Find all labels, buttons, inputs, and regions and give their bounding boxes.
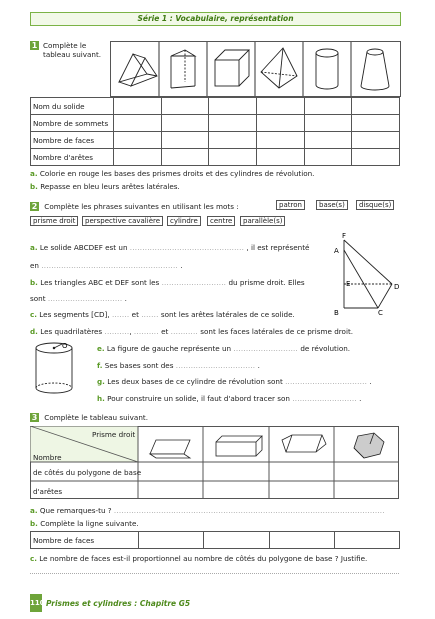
corner-nombre: Nombre (33, 453, 62, 462)
word-box: patron (276, 200, 305, 210)
label-f: f. (97, 361, 103, 370)
ex1-instruction: Complète le tableau suivant. (43, 41, 102, 59)
cube-icon (215, 50, 249, 86)
ex2-a-text3: en (30, 261, 39, 270)
ex3-table-grid (30, 426, 399, 499)
answer-cell[interactable] (256, 132, 304, 149)
answer-cell[interactable] (209, 115, 257, 132)
ex2-g: g. Les deux bases de ce cylindre de révolution sont ................................. . (97, 377, 372, 386)
ex3-a (30, 506, 385, 515)
pentagonal-prism-icon (282, 435, 326, 452)
faces-table (30, 531, 400, 549)
answer-cell[interactable] (269, 532, 334, 549)
rectangular-prism-icon (216, 436, 262, 456)
ex1-b-text: Repasse en bleu leurs arêtes latérales. (40, 182, 180, 191)
page-number: 110 (30, 594, 42, 612)
ex2-e-text1: La figure de gauche représente un (106, 344, 232, 353)
hexagonal-prism-icon (354, 433, 384, 458)
label-b: b. (30, 519, 38, 528)
point-E: E (346, 280, 351, 288)
word-box: parallèle(s) (240, 216, 285, 226)
ex2-d (30, 327, 353, 336)
ex1-number: 1 (31, 41, 38, 50)
label-g: g. (97, 377, 105, 386)
blank[interactable]: .......................... (161, 278, 227, 287)
answer-cell[interactable] (161, 132, 209, 149)
table-row (31, 532, 400, 549)
blank[interactable]: ....... (141, 310, 159, 319)
frustum-icon (361, 49, 389, 90)
word-box: centre (207, 216, 235, 226)
ex2-e-text2: de révolution. (300, 344, 351, 353)
blank[interactable]: .......... (104, 327, 130, 336)
answer-cell[interactable] (304, 98, 352, 115)
label-d: d. (30, 327, 38, 336)
ex2-b-text3: sont (30, 294, 46, 303)
word-box: cylindre (167, 216, 201, 226)
answer-cell[interactable] (209, 149, 257, 166)
answer-cell[interactable] (256, 115, 304, 132)
ex1-a-text: Colorie en rouge les bases des prismes droits et des cylindres de révolution. (39, 169, 315, 178)
blank[interactable]: ....................................................... (41, 261, 178, 270)
label-a: a. (30, 243, 38, 252)
point-D: D (394, 283, 400, 291)
ex2-a-line1 (30, 243, 309, 252)
answer-cell[interactable] (114, 132, 162, 149)
ex2-b-text1: Les triangles ABC et DEF sont les (40, 278, 160, 287)
prism-abcdef-figure (320, 232, 402, 318)
ex2-a-text1: Le solide ABCDEF est un (39, 243, 128, 252)
word-box: base(s) (316, 200, 348, 210)
ex2-g-text1: Les deux bases de ce cylindre de révolution sont (107, 377, 283, 386)
ex2-heading (30, 202, 239, 211)
label-a: a. (30, 506, 38, 515)
blank[interactable]: ................................ (175, 361, 256, 370)
ex2-b-line2: sont .............................. . (30, 294, 127, 303)
cylinder-icon (316, 49, 338, 89)
answer-cell[interactable] (161, 98, 209, 115)
answer-cell[interactable] (304, 149, 352, 166)
ex2-e (97, 344, 350, 353)
label-b: b. (30, 182, 38, 191)
ex3-c-text: Le nombre de faces est-il proportionnel au nombre de côtés du polygone de base ? Justifie. (39, 554, 368, 563)
answer-cell[interactable] (352, 115, 400, 132)
footer-title: Prismes et cylindres : Chapitre G5 (46, 599, 191, 608)
row-label: d'arêtes (33, 487, 63, 496)
answer-cell[interactable] (114, 115, 162, 132)
ex3-b (30, 519, 139, 528)
answer-cell[interactable] (161, 149, 209, 166)
ex2-number: 2 (31, 202, 38, 211)
ex2-f: f. Ses bases sont des ................................ . (97, 361, 260, 370)
table-row (31, 98, 400, 115)
ex2-d-text4: sont les faces latérales de ce prisme droit. (200, 327, 354, 336)
label-b: b. (30, 278, 38, 287)
pyramid-icon (261, 48, 297, 88)
answer-cell[interactable] (161, 115, 209, 132)
row-label: Nom du solide (31, 98, 114, 115)
ex1-b (30, 182, 180, 191)
row-label: Nombre de faces (31, 132, 114, 149)
ex2-c (30, 310, 295, 319)
table-row (31, 149, 400, 166)
triangular-prism-icon (150, 440, 190, 458)
label-h: h. (97, 394, 105, 403)
ex1-a (30, 169, 314, 178)
point-A: A (334, 247, 339, 255)
ex2-instruction: Complète les phrases suivantes en utilisant les mots : (44, 202, 239, 211)
ex2-f-text1: Ses bases sont des (104, 361, 174, 370)
point-C: C (378, 309, 383, 317)
ex2-c-text1: Les segments [CD], (39, 310, 110, 319)
answer-cell[interactable] (209, 132, 257, 149)
ex3-instruction: Complète le tableau suivant. (44, 413, 148, 422)
answer-cell[interactable] (352, 132, 400, 149)
blank[interactable]: .............................................. (129, 243, 245, 252)
blank[interactable]: .......................... (233, 344, 299, 353)
triangular-prism-icon (119, 54, 157, 86)
ex2-d-text1: Les quadrilatères (40, 327, 103, 336)
ex2-h-text1: Pour construire un solide, il faut d'abord tracer son (107, 394, 290, 403)
cylinder-figure (32, 340, 84, 398)
word-box: perspective cavalière (82, 216, 163, 226)
ex3-heading (30, 413, 148, 422)
label-a: a. (30, 169, 38, 178)
vertical-prism-icon (171, 50, 195, 88)
blank[interactable]: ............................................................................................................. (113, 506, 385, 515)
ex2-a-line2: en ....................................................... . (30, 261, 183, 270)
answer-cell[interactable] (352, 98, 400, 115)
ex1-solids-strip (110, 41, 401, 97)
table-row (31, 132, 400, 149)
word-box: disque(s) (356, 200, 394, 210)
blank[interactable]: ....... (111, 310, 130, 319)
ex2-a-text2: , il est représenté (246, 243, 310, 252)
answer-cell[interactable] (256, 98, 304, 115)
word-box: prisme droit (30, 216, 78, 226)
label-c: c. (30, 310, 37, 319)
blank[interactable]: ................................. (285, 377, 368, 386)
ex1-heading (30, 41, 39, 50)
ex2-c-text2: et (131, 310, 139, 319)
answer-cell[interactable] (304, 132, 352, 149)
blank[interactable]: .............................. (47, 294, 123, 303)
answer-cell[interactable] (352, 149, 400, 166)
ex3-b-text: Complète la ligne suivante. (40, 519, 139, 528)
row-label: de côtés du polygone de base (33, 468, 142, 477)
ex2-b-text2: du prisme droit. Elles (228, 278, 305, 287)
table-row (31, 115, 400, 132)
answer-cell[interactable] (114, 149, 162, 166)
ex2-c-text3: sont les arêtes latérales de ce solide. (160, 310, 295, 319)
corner-prisme-droit: Prisme droit (92, 430, 136, 439)
ex3-c (30, 554, 367, 563)
point-F: F (341, 232, 347, 240)
ex3-number: 3 (31, 413, 38, 422)
answer-cell[interactable] (209, 98, 257, 115)
ex2-h: h. Pour construire un solide, il faut d'abord tracer son .......................... . (97, 394, 362, 403)
answer-cell[interactable] (139, 532, 204, 549)
row-label: Nombre de faces (31, 532, 139, 549)
label-e: e. (97, 344, 105, 353)
solids-drawings (111, 42, 400, 96)
row-label: Nombre d'arêtes (31, 149, 114, 166)
answer-cell[interactable] (114, 98, 162, 115)
ex2-d-text3: et (161, 327, 169, 336)
blank[interactable]: ........... (170, 327, 198, 336)
answer-cell[interactable] (204, 532, 269, 549)
series-header: Série 1 : Vocabulaire, représentation (30, 12, 401, 26)
label-c: c. (30, 554, 37, 563)
answer-line[interactable] (30, 573, 399, 574)
answer-cell[interactable] (256, 149, 304, 166)
ex1-table (30, 97, 400, 166)
answer-cell[interactable] (334, 532, 399, 549)
ex2-b-line1 (30, 278, 305, 287)
ex2-d-text2: , (129, 327, 132, 336)
blank[interactable]: .......................... (292, 394, 357, 403)
cyl-center-label: O (62, 342, 68, 350)
ex3-table (30, 426, 399, 499)
blank[interactable]: .......... (133, 327, 159, 336)
point-B: B (334, 309, 339, 317)
answer-cell[interactable] (304, 115, 352, 132)
ex3-a-text: Que remarques-tu ? (39, 506, 112, 515)
row-label: Nombre de sommets (31, 115, 114, 132)
